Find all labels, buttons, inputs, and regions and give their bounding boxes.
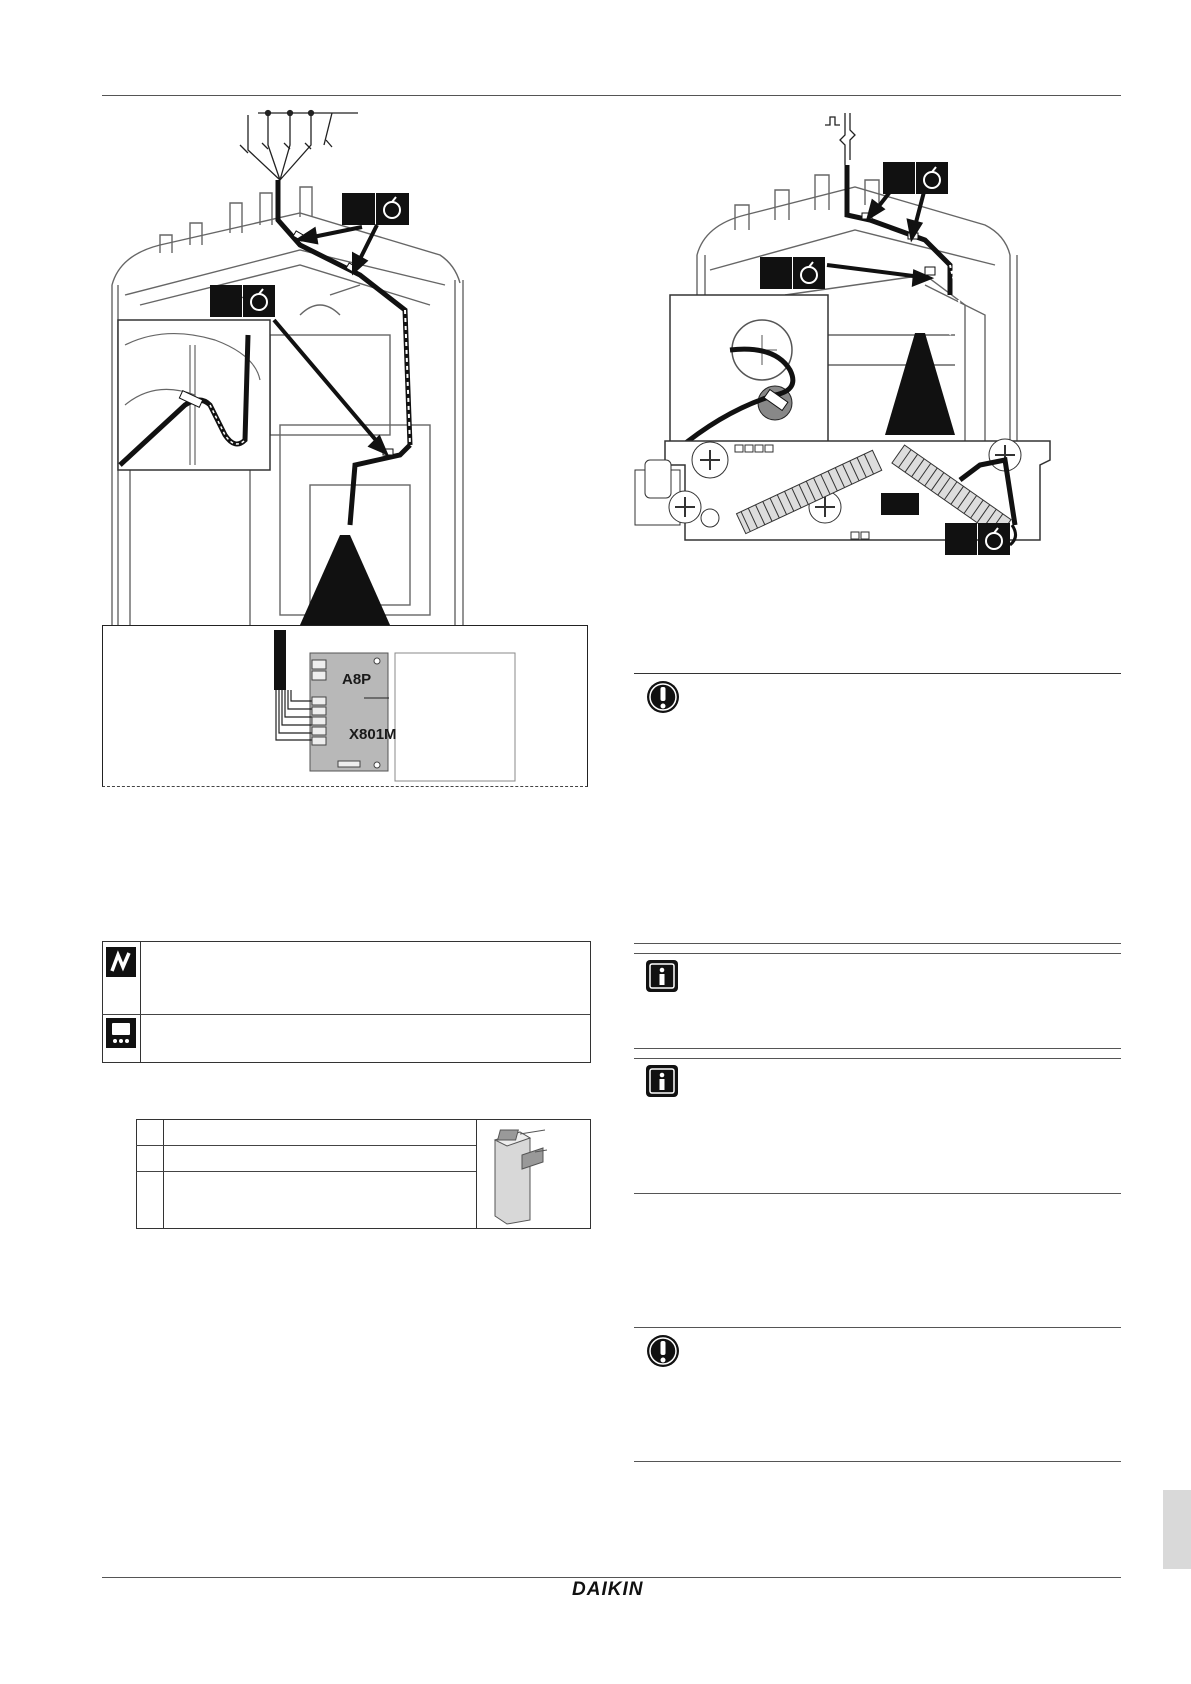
board-label-a8p: A8P: [342, 671, 372, 688]
warning-2-top-rule: [634, 1327, 1121, 1328]
right-wiring-illustration: [625, 105, 1125, 610]
header-rule: [102, 95, 1121, 96]
connector-label-x801m: X801M: [349, 726, 397, 743]
info-2-bottom-rule: [634, 1193, 1121, 1194]
symbol-table-row-rule: [102, 1014, 590, 1015]
warning-1-top-rule: [634, 673, 1121, 674]
parts-table-divider-a: [163, 1119, 164, 1228]
daikin-logo: DAIKIN: [572, 1579, 644, 1600]
info-square-icon: [645, 959, 679, 993]
info-square-icon-2: [645, 1064, 679, 1098]
parts-table-divider-b: [476, 1119, 477, 1228]
installer-wave-icon: [106, 947, 136, 977]
symbol-table-divider: [140, 941, 141, 1062]
parts-table-row-rule-2: [136, 1171, 476, 1172]
info-1-top-rule: [634, 943, 1121, 944]
info-2-top-rule: [634, 1048, 1121, 1049]
exclamation-circle-icon-2: [645, 1333, 681, 1369]
pcb-detail-drawing: [102, 625, 586, 785]
chapter-side-tab: [1163, 1490, 1191, 1569]
info-2-top-rule-b: [634, 1058, 1121, 1059]
info-1-top-rule-b: [634, 953, 1121, 954]
exclamation-circle-icon: [645, 679, 681, 715]
footer-rule: [102, 1577, 1121, 1578]
parts-table-row-rule-1: [136, 1145, 476, 1146]
warning-2-bottom-rule: [634, 1461, 1121, 1462]
symbol-table: [102, 941, 591, 1063]
cable-tie-icon: [485, 1120, 585, 1225]
user-interface-icon: [106, 1018, 136, 1048]
